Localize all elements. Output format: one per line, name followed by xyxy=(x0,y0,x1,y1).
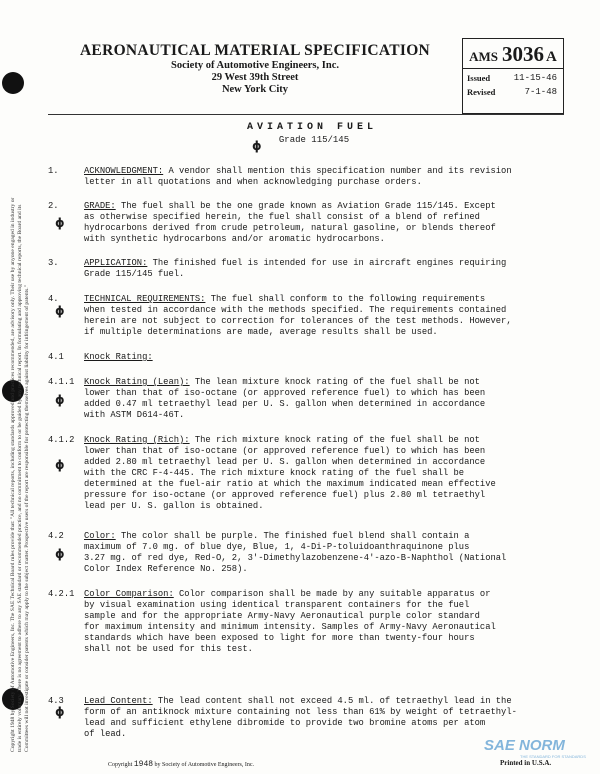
section-text xyxy=(84,258,568,280)
section-line: when tested in accordance with the methods specified. The requirements contained xyxy=(84,305,507,315)
section-line: of lead. xyxy=(84,729,127,739)
section-text xyxy=(84,201,568,245)
section-text xyxy=(84,589,568,655)
section-line: maximum of 7.0 mg. of blue dye, Blue, 1, 4-Di-P-toluidoanthraquinone plus xyxy=(84,542,470,552)
document-grade: Grade 115/145 xyxy=(278,135,350,145)
section-heading: GRADE: xyxy=(84,201,116,211)
section-number: 4. xyxy=(48,294,59,304)
sidebar-disclaimer xyxy=(10,192,82,752)
section-line: Color comparison shall be made by any suitable apparatus or xyxy=(179,589,491,599)
section-line: A vendor shall mention this specification number and its revision xyxy=(168,166,512,176)
revised-label: Revised xyxy=(467,87,496,97)
issued-row xyxy=(463,69,563,83)
section-line: as otherwise specified herein, the fuel shall consist of a blend of refined xyxy=(84,212,480,222)
section-heading: Knock Rating (Lean): xyxy=(84,377,190,387)
section-line: lead per U. S. gallon is obtained. xyxy=(84,501,264,511)
copyright-holder: by Society of Automotive Engineers, Inc. xyxy=(154,762,255,768)
revision-mark-icon: ɸ xyxy=(55,393,65,407)
document-title: AVIATION FUEL xyxy=(246,122,377,133)
section-line: herein are not subject to correction for tolerances of the test methods. However, xyxy=(84,316,512,326)
section-line: added 2.80 ml tetraethyl lead per U. S. gallon when determined in accordance xyxy=(84,457,486,467)
revision-mark-icon: ɸ xyxy=(252,139,262,153)
section-line: added 0.47 ml tetraethyl lead per U. S. gallon when determined in accordance xyxy=(84,399,486,409)
section-line: The color shall be purple. The finished fuel blend shall contain a xyxy=(120,531,470,541)
section-text xyxy=(84,294,568,338)
sae-norm-watermark: SAE NORM xyxy=(484,737,565,754)
spec-header xyxy=(48,38,564,115)
ams-number xyxy=(463,39,563,69)
revision-mark-icon: ɸ xyxy=(55,458,65,472)
section-line: The lean mixture knock rating of the fuel shall be not xyxy=(194,377,480,387)
society-name: Society of Automotive Engineers, Inc. xyxy=(171,60,339,71)
section-heading: ACKNOWLEDGMENT: xyxy=(84,166,164,176)
section-line: hydrocarbons derived from crude petroleum, natural gasoline, or blends thereof xyxy=(84,223,496,233)
section-line: determined at the fuel-air ratio at which the maximum indicated mean effective xyxy=(84,479,496,489)
section-heading: APPLICATION: xyxy=(84,258,148,268)
section-line: The fuel shall conform to the following requirements xyxy=(210,294,486,304)
ams-number-box xyxy=(462,38,564,114)
revision-mark-icon: ɸ xyxy=(55,547,65,561)
section-number: 4.1.1 xyxy=(48,377,75,387)
section-line: with the CRC F-4-445. The rich mixture knock rating of the fuel shall be xyxy=(84,468,465,478)
section-text xyxy=(84,352,568,363)
sidebar-disclaimer-text: Copyright 1948 by Society of Automotive Engineers, Inc. The SAE Technical Board rules provide that: "All technical reports, including standards approved and practices recommended, are advisory only. Their use by anyone engaged in industry or trade is entirely voluntary. There is no agreement to adhere to any SAE standard or recommended practice, and no commitment to conform to or be guided by any technical report. In formulating and approving technical reports, the Board and its Committees will not investigate or consider patents which may apply to the subject matter. Prospective users of the report are responsible for protecting themselves against liability for infringement of patents." xyxy=(10,197,30,752)
section-text xyxy=(84,435,568,512)
section-line: Color Index Reference No. 258). xyxy=(84,564,248,574)
section-line: The lead content shall not exceed 4.5 ml. of tetraethyl lead in the xyxy=(157,696,512,706)
copyright-year: 1948 xyxy=(133,760,154,769)
section-heading: Knock Rating (Rich): xyxy=(84,435,190,445)
section-line: sample and for the appropriate Army-Navy Aeronautical purple color standard xyxy=(84,611,480,621)
ams-prefix: AMS xyxy=(469,49,499,64)
section-text xyxy=(84,696,568,740)
section-line: shall not be used for this test. xyxy=(84,644,253,654)
section-line: lead and sufficient ethylene dibromide to provide two bromine atoms per atom xyxy=(84,718,486,728)
spec-title: AERONAUTICAL MATERIAL SPECIFICATION xyxy=(79,42,431,59)
section-line: with synthetic hydrocarbons and/or aromatic hydrocarbons. xyxy=(84,234,385,244)
section-line: lower than that of iso-octane (or approved reference fuel) to which has been xyxy=(84,388,486,398)
issued-label: Issued xyxy=(467,73,491,83)
section-heading: Color Comparison: xyxy=(84,589,174,599)
section-number: 4.2.1 xyxy=(48,589,75,599)
section-heading: Lead Content: xyxy=(84,696,153,706)
section-number: 3. xyxy=(48,258,59,268)
section-line: letter in all quotations and when acknowledging purchase orders. xyxy=(84,177,422,187)
copyright-word: Copyright xyxy=(108,762,133,768)
section-number: 2. xyxy=(48,201,59,211)
copyright-footer xyxy=(108,760,254,769)
section-line: standards which have been exposed to light for more than twenty-four hours xyxy=(84,633,475,643)
section-line: lower than that of iso-octane (or approved reference fuel) to which has been xyxy=(84,446,486,456)
section-text xyxy=(84,166,568,188)
section-number: 4.1.2 xyxy=(48,435,75,445)
section-line: The finished fuel is intended for use in aircraft engines requiring xyxy=(152,258,507,268)
revision-mark-icon: ɸ xyxy=(55,216,65,230)
section-line: pressure for iso-octane (or approved reference fuel) plus 2.80 ml tetraethyl xyxy=(84,490,486,500)
section-number: 4.2 xyxy=(48,531,64,541)
section-text xyxy=(84,377,568,421)
section-heading: Color: xyxy=(84,531,116,541)
sae-norm-watermark-sub: THE STANDARD FOR STANDARDS xyxy=(520,754,586,759)
header-center xyxy=(48,38,462,96)
section-line: 3.27 mg. of red dye, Red-O, 2, 3'-Dimethylazobenzene-4'-azo-B-Naphthol (National xyxy=(84,553,507,563)
section-text xyxy=(84,531,568,575)
section-line: Grade 115/145 fuel. xyxy=(84,269,185,279)
printed-in-usa: Printed in U.S.A. xyxy=(500,759,552,767)
ams-revision: A xyxy=(546,49,557,65)
section-line: form of an antiknock mixture containing not less than 61% by weight of tetraethyl- xyxy=(84,707,517,717)
section-number: 4.3 xyxy=(48,696,64,706)
revision-mark-icon: ɸ xyxy=(55,705,65,719)
revision-mark-icon: ɸ xyxy=(55,304,65,318)
revised-row xyxy=(463,83,563,97)
section-line: by visual examination using identical transparent containers for the fuel xyxy=(84,600,470,610)
revised-date: 7-1-48 xyxy=(524,87,557,97)
section-number: 1. xyxy=(48,166,59,176)
section-line: if multiple determinations are made, average results shall be used. xyxy=(84,327,438,337)
section-heading: Knock Rating: xyxy=(84,352,153,362)
society-city: New York City xyxy=(221,84,289,95)
section-line: with ASTM D614-46T. xyxy=(84,410,185,420)
section-line: for maximum intensity and minimum intensity. Samples of Army-Navy Aeronautical xyxy=(84,622,496,632)
section-heading: TECHNICAL REQUIREMENTS: xyxy=(84,294,206,304)
ams-digits: 3036 xyxy=(502,42,545,66)
society-address: 29 West 39th Street xyxy=(211,72,299,83)
section-line: The rich mixture knock rating of the fuel shall be not xyxy=(194,435,480,445)
section-line: The fuel shall be the one grade known as Aviation Grade 115/145. Except xyxy=(120,201,496,211)
punch-hole-top xyxy=(2,72,24,94)
section-number: 4.1 xyxy=(48,352,64,362)
issued-date: 11-15-46 xyxy=(513,73,557,83)
